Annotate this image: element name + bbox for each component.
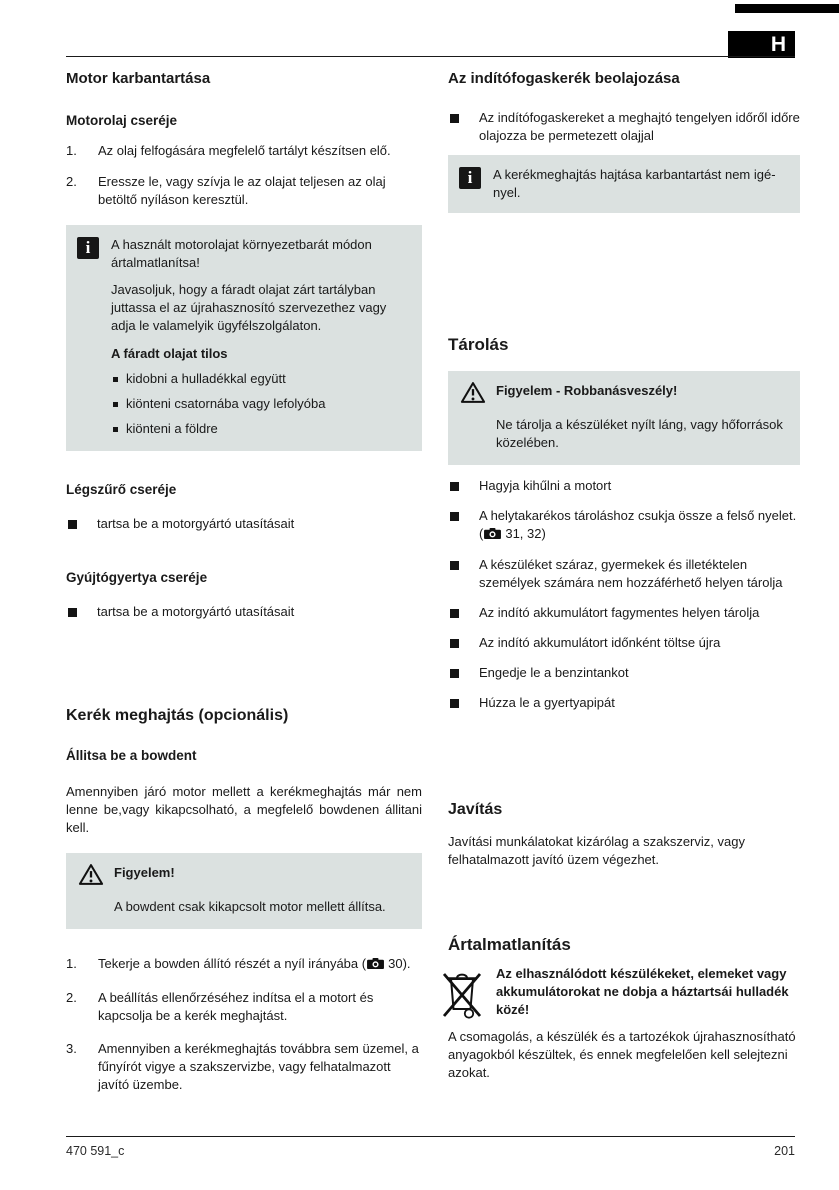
step-number: 3.	[66, 1041, 77, 1056]
info-lead: A használt motorolajat környezetbarát módon ártalmatlanítsa!	[111, 237, 372, 270]
language-badge: H	[728, 31, 795, 58]
step-number: 1.	[66, 143, 77, 158]
list-item	[66, 142, 422, 160]
warning-box-bowden	[66, 853, 422, 929]
section-title-wheel-drive: Kerék meghajtás (opcionális)	[66, 707, 289, 724]
camera-icon	[484, 526, 501, 544]
figure-ref: 30	[388, 956, 403, 971]
section-title-storage: Tárolás	[448, 335, 509, 354]
list-item	[66, 173, 422, 209]
list-item: A készüléket száraz, gyermekek és illetéktelen személyek számára nem hozzáférhető helyen tárolja	[448, 556, 800, 592]
list-item: kidobni a hulladékkal együtt	[111, 370, 410, 388]
info-box-used-oil	[66, 225, 422, 451]
step-number: 2.	[66, 174, 77, 189]
list-item: Hagyja kihűlni a motort	[448, 477, 800, 495]
subsection-title-spark-plug: Gyújtógyertya cseréje	[66, 570, 208, 585]
repair-paragraph: Javítási munkálatokat kizárólag a szakszerviz, vagy felhatalmazott javító üzem végezhet.	[448, 834, 745, 867]
info-body: Javasoljuk, hogy a fáradt olajat zárt tartályban juttassa el az újrahasznosító szervezethez vagy adja le valamelyik ügyfélszolgálaton.	[111, 282, 387, 333]
page-number: 201	[774, 1144, 795, 1158]
list-item: kiönteni csatornába vagy lefolyóba	[111, 395, 410, 413]
list-item	[66, 955, 422, 974]
step-text: Amennyiben a kerékmeghajtás továbbra sem üzemel, a fűnyírót vigye a szakszervizbe, vagy felhatalmazott javító üzembe.	[98, 1041, 419, 1092]
list-item	[66, 1040, 422, 1094]
left-column	[66, 66, 422, 1094]
section-title-disposal: Ártalmatlanítás	[448, 935, 571, 954]
list-item: kiönteni a földre	[111, 420, 410, 438]
list-item: tartsa be a motorgyártó utasításait	[66, 603, 422, 621]
list-item: tartsa be a motorgyártó utasításait	[66, 515, 422, 533]
warning-title: Figyelem!	[114, 865, 175, 880]
disposal-notice	[448, 965, 800, 1019]
info-icon	[77, 237, 99, 259]
warning-title: Figyelem - Robbanásveszély!	[496, 383, 678, 398]
subsection-title-air-filter: Légszűrő cseréje	[66, 482, 177, 497]
page-edge-mark	[735, 4, 839, 13]
warning-body: Ne tárolja a készüléket nyílt láng, vagy hőforrások közelében.	[496, 417, 783, 450]
section-title-repair: Javítás	[448, 801, 503, 818]
list-item: Engedje le a benzintankot	[448, 664, 800, 682]
warning-body: A bowdent csak kikapcsolt motor mellett állítsa.	[114, 899, 386, 914]
list-item: Az indítófogaskereket a meghajtó tengelyen időről időre olajozza be permetezett olajjal	[448, 109, 800, 145]
right-column	[448, 66, 800, 1082]
camera-icon	[367, 956, 384, 974]
step-text: ).	[402, 956, 411, 971]
step-text: Tekerje a bowden állító részét a nyíl irányába (	[98, 956, 367, 971]
info-icon	[459, 167, 481, 189]
list-item: Húzza le a gyertyapipát	[448, 694, 800, 712]
disposal-notice-text: Az elhasználódott készülékeket, elemeket vagy akkumulátorokat ne dobja a háztartsái hulladék közé!	[496, 966, 789, 1017]
info-body: A kerékmeghajtás hajtása karbantartást nem igényel.	[493, 167, 776, 200]
subsection-title-bowden: Állitsa be a bowdent	[66, 748, 197, 763]
step-number: 2.	[66, 990, 77, 1005]
oil-change-steps	[66, 142, 422, 209]
warning-triangle-icon	[460, 381, 486, 409]
info-box-wheel-drive	[448, 155, 800, 213]
list-item: Az indító akkumulátort fagymentes helyen tárolja	[448, 604, 800, 622]
document-code: 470 591_c	[66, 1144, 125, 1158]
step-text: Eressze le, vagy szívja le az olajat teljesen az olaj betöltő nyíláson keresztül.	[98, 174, 386, 207]
section-title-motor-maintenance: Motor karbantartása	[66, 70, 211, 87]
warning-triangle-icon	[78, 863, 104, 891]
warning-box-explosion	[448, 371, 800, 465]
list-item: Az indító akkumulátort időnként töltse újra	[448, 634, 800, 652]
bullet-text: A helytakarékos tároláshoz csukja össze a felső nyelet. (	[479, 508, 797, 541]
subsection-title-oil-change: Motorolaj cseréje	[66, 113, 178, 128]
step-text: A beállítás ellenőrzéséhez indítsa el a motort és kapcsolja be a kerék meghajtást.	[98, 990, 374, 1023]
spark-plug-list	[66, 603, 422, 621]
forbidden-actions-list	[111, 370, 410, 438]
info-subtitle: A fáradt olajat tilos	[111, 346, 228, 361]
air-filter-list	[66, 515, 422, 533]
figure-ref: 31, 32	[505, 526, 542, 541]
list-item	[448, 507, 800, 544]
disposal-paragraph: A csomagolás, a készülék és a tartozékok újrahasznosítható anyagokból készültek, és ennek megfelelően kell selejtezni azokat.	[448, 1029, 796, 1080]
wheel-drive-paragraph: Amennyiben járó motor mellett a kerékmeghajtás már nem lenne be,vagy kikapcsolható, a megfelelő bowdenen állitani kell.	[66, 784, 422, 835]
header-rule	[66, 56, 795, 57]
bowden-adjust-steps	[66, 955, 422, 1094]
step-text: Az olaj felfogására megfelelő tartályt készítsen elő.	[98, 143, 391, 158]
section-title-starter-gear: Az indítófogaskerék beolajozása	[448, 70, 680, 87]
list-item	[66, 989, 422, 1025]
footer-rule	[66, 1136, 795, 1137]
step-number: 1.	[66, 956, 77, 971]
storage-list	[448, 477, 800, 712]
weee-crossed-bin-icon	[440, 967, 484, 1026]
starter-gear-list	[448, 109, 800, 145]
bullet-text: )	[541, 526, 546, 541]
